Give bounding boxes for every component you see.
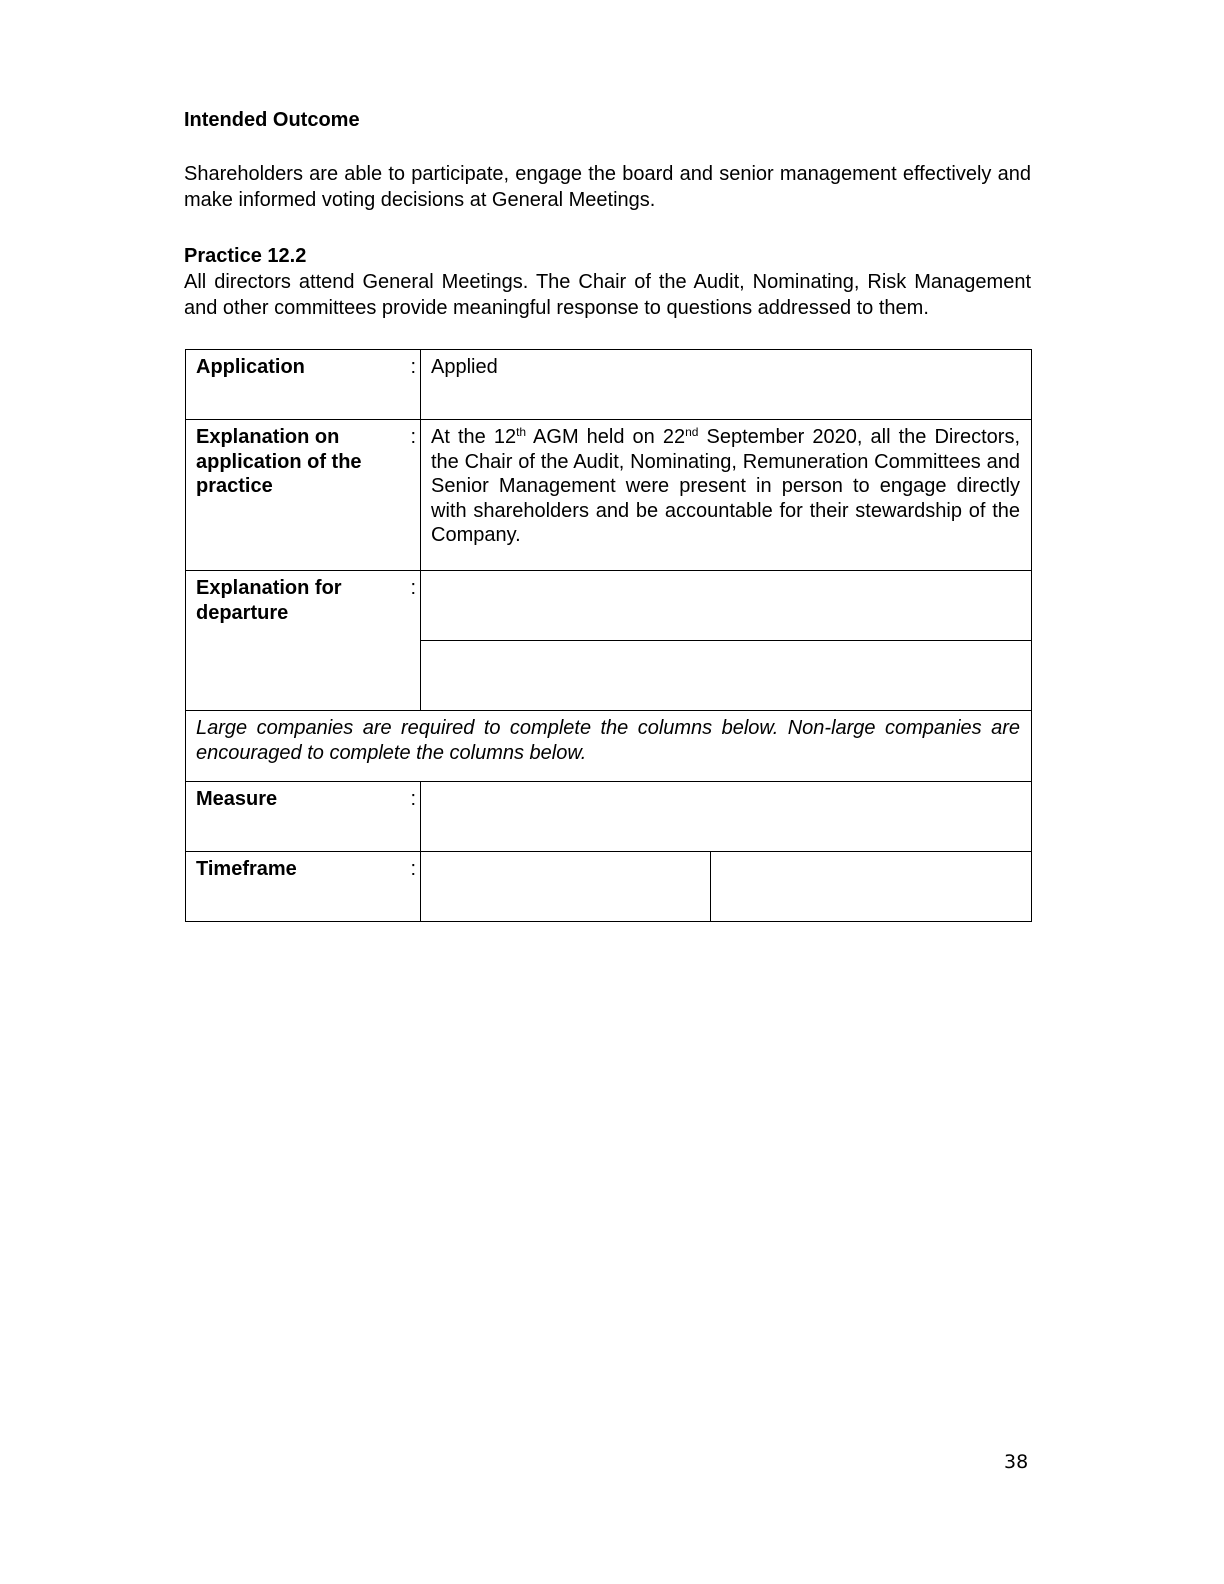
application-value: Applied: [421, 350, 1032, 420]
application-label: Application: [196, 356, 305, 378]
colon: :: [410, 577, 416, 599]
ordinal-suffix: nd: [685, 425, 699, 439]
timeframe-label: Timeframe: [196, 858, 297, 880]
measure-row: [186, 782, 1032, 852]
intended-outcome-heading: Intended Outcome: [184, 109, 360, 131]
explanation-application-label-cell: [186, 420, 421, 571]
timeframe-value: [421, 852, 711, 922]
colon: :: [410, 858, 416, 880]
timeframe-row: [186, 852, 1032, 922]
explanation-departure-row: [186, 571, 1032, 641]
note-row: [186, 711, 1032, 782]
ordinal-suffix: th: [516, 425, 527, 439]
measure-label: Measure: [196, 788, 278, 810]
explanation-departure-value: [421, 571, 1032, 641]
colon: :: [410, 356, 416, 378]
large-companies-note: Large companies are required to complete the columns below. Non-large companies are encouraged to complete the columns below.: [186, 711, 1032, 782]
practice-text: All directors attend General Meetings. The Chair of the Audit, Nominating, Risk Management and other committees provide meaningful response to questions addressed to them.: [184, 271, 1031, 319]
timeframe-label-cell: [186, 852, 421, 922]
measure-value: [421, 782, 1032, 852]
application-row: [186, 350, 1032, 420]
explanation-application-label: Explanation on application of the practice: [196, 426, 362, 497]
practice-table: [185, 349, 1032, 922]
explanation-application-value: [421, 420, 1032, 571]
page-number: 38: [1004, 1451, 1029, 1473]
explanation-departure-extra-cell: [421, 641, 1032, 711]
explanation-departure-label-cell: [186, 571, 421, 711]
explanation-departure-label: Explanation for departure: [196, 577, 342, 624]
intended-outcome-text: Shareholders are able to participate, engage the board and senior management effectively and make informed voting decisions at General Meetings.: [184, 163, 1031, 211]
colon: :: [410, 788, 416, 810]
explanation-text-part: At the 12: [431, 426, 517, 448]
application-label-cell: [186, 350, 421, 420]
explanation-text-part: AGM held on 22: [526, 426, 686, 448]
explanation-application-row: [186, 420, 1032, 571]
measure-label-cell: [186, 782, 421, 852]
practice-heading: Practice 12.2: [184, 245, 307, 267]
timeframe-extra-cell: [711, 852, 1032, 922]
explanation-text-part: September 2020, all the Directors, the Chair of the Audit, Nominating, Remuneration Committees and Senior Management were present in person to engage directly with shareholders and be accountable for their stewardship of the Company.: [431, 426, 1021, 546]
colon: :: [410, 426, 416, 448]
